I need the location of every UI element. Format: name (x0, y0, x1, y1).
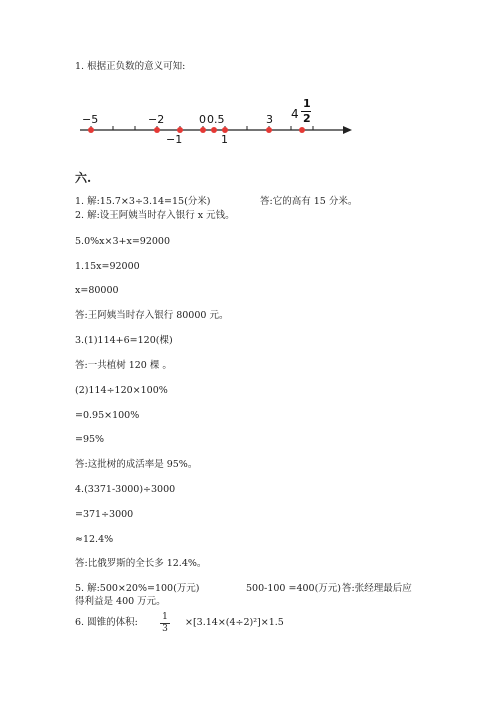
nl-mixed-whole: 4 (291, 107, 299, 121)
nl-label-half: 0.5 (207, 113, 225, 126)
point-neg2 (154, 127, 160, 133)
q1-answer: 答:它的高有 15 分米。 (260, 196, 358, 207)
q6-frac-num: 1 (160, 612, 170, 624)
line-16: 答:比俄罗斯的全长多 12.4%。 (75, 558, 207, 569)
q5-part2: 500-100 =400(万元) (246, 583, 342, 594)
nl-label-three: 3 (266, 113, 273, 126)
q1-solution: 1. 解:15.7×3÷3.14=15(分米) (75, 196, 211, 207)
q5-part3: 答:张经理最后应 (342, 583, 412, 594)
nl-label-neg5: −5 (82, 113, 99, 126)
nl-label-zero: 0 (199, 113, 206, 126)
intro-text: 1. 根据正负数的意义可知: (75, 61, 186, 72)
line-12: 答:这批树的成活率是 95%。 (75, 459, 198, 470)
line-15: ≈12.4% (75, 534, 114, 545)
line-10: =0.95×100% (75, 410, 140, 421)
line-13: 4.(3371-3000)÷3000 (75, 484, 176, 495)
point-three (266, 127, 272, 133)
q6-expression: ×[3.14×(4÷2)²]×1.5 (185, 617, 284, 628)
q6-fraction (160, 612, 170, 635)
q6-frac-den: 3 (162, 624, 168, 634)
line-9: (2)114÷120×100% (75, 385, 168, 396)
line-5: x=80000 (75, 285, 119, 296)
line-6: 答:王阿姨当时存入银行 80000 元。 (75, 310, 229, 321)
line-4: 1.15x=92000 (75, 261, 140, 272)
line-11: =95% (75, 434, 105, 445)
point-half (211, 127, 217, 133)
q5-part1: 5. 解:500×20%=100(万元) (75, 583, 200, 594)
q6-label: 6. 圆锥的体积: (75, 617, 138, 628)
q5-continuation: 得利益是 400 万元。 (75, 596, 166, 607)
section-title: 六. (75, 171, 92, 185)
line-3: 5.0%x×3+x=92000 (75, 236, 170, 247)
nl-label-one: 1 (221, 133, 228, 146)
point-four-half (299, 127, 305, 133)
line-8: 答:一共植树 120 棵 。 (75, 360, 172, 371)
line-14: =371÷3000 (75, 509, 134, 520)
line-7: 3.(1)114+6=120(棵) (75, 335, 173, 346)
point-neg5 (88, 127, 94, 133)
line-2: 2. 解:设王阿姨当时存入银行 x 元钱。 (75, 210, 235, 221)
nl-mixed-num: 1 (303, 97, 311, 110)
nl-label-neg1: −1 (166, 133, 183, 146)
number-line (0, 0, 500, 160)
point-zero (200, 127, 206, 133)
nl-mixed-den: 2 (303, 112, 311, 125)
nl-label-neg2: −2 (148, 113, 165, 126)
